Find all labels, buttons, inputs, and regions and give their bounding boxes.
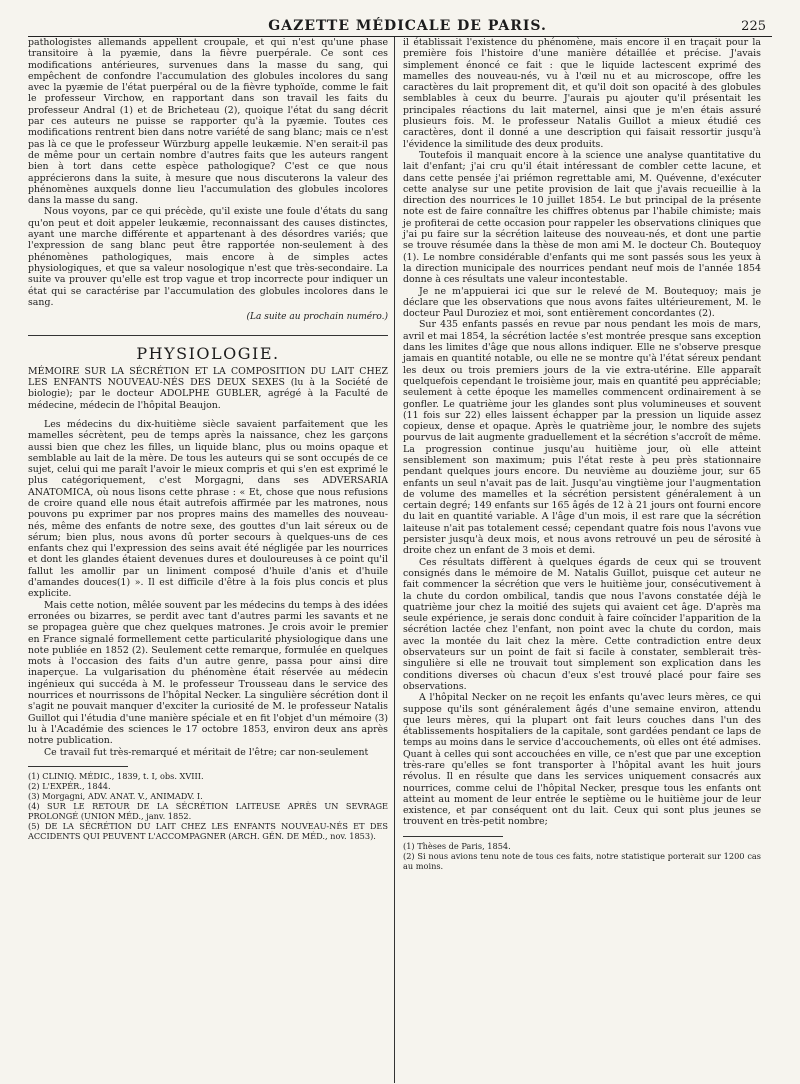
paragraph: Sur 435 enfants passés en revue par nous pendant les mois de mars, avril et mai 1854, la sécrétion lactée s'est montrée presque sans exception dans les limites d'âge que nous allons indiquer. Elle ne s'observe presque jamais en quantité notable, ou elle ne se montre qu'à l'état séreux pendant les deux ou trois premiers jours de la vie extra-utérine. Elle apparaît quelquefois cependant le troisième jour, mais en quantité peu appréciable; seulement à cette époque les mamelles commencent ordinairement à se gonfler. Le quatrième jour les glandes sont plus volumineuses et souvent (11 fois sur 22) elles laissent échapper par la pression un liquide assez copieux, dense et opaque. Après le quatrième jour, le nombre des sujets pourvus de lait augmente graduellement et la sécrétion s'accroît de même. La progression continue jusqu'au huitième jour, où elle atteint sensiblement son maximum; puis l'état reste à peu près stationnaire pendant quelques jours encore. Du neuvième au douzième jour, sur 65 enfants un seul n'avait pas de lait. Jusqu'au vingtième jour l'augmentation de volume des mamelles et la sécrétion persistent généralement à un certain degré; 149 enfants sur 165 âgés de 12 à 21 jours ont fourni encore du lait en quantité variable. A l'âge d'un mois, il est rare que la sécrétion laiteuse n'ait pas totalement cessé; cependant quatre fois nous l'avons vue persister jusqu'à deux mois, et nous avons retrouvé un peu de sérosité à droite chez un enfant de 3 mois et demi.: [403, 319, 761, 557]
paragraph: Ces résultats diffèrent à quelques égards de ceux qui se trouvent consignés dans le mémoire de M. Natalis Guillot, puisque cet auteur ne fait commencer la sécrétion que vers le huitième jour, consécutivement à la chute du cordon ombilical, tandis que nous l'avons constatée déjà le quatrième jour chez la moitié des sujets qui avaient cet âge. D'après ma seule expérience, je serais donc conduit à faire coïncider l'apparition de la sécrétion lactée chez l'enfant, non point avec la chute du cordon, mais avec la montée du lait chez la mère. Cette contradiction entre deux observateurs sur un point de fait si facile à constater, semblerait très-singulière si elle ne trouvait tout simplement son explication dans les conditions diverses où chacun d'eux s'est trouvé placé pour faire ses observations.: [403, 556, 761, 692]
right-column: [395, 37, 761, 1083]
footnote: (3) Morgagni, ADV. ANAT. V., ANIMADV. I.: [28, 790, 203, 801]
paragraph: il établissait l'existence du phénomène, mais encore il en traçait pour la première fois l'histoire d'une manière détaillée et précise. J'avais simplement énoncé ce fait : que le liquide lactescent exprimé des mamelles des nouveau-nés, vu à l'œil nu et au microscope, offre les caractères du lait proprement dit, et qu'il doit son opacité à des globules semblables à ceux du beurre. J'aurais pu ajouter qu'il présentait les principales réactions du lait maternel, ainsi que je m'en étais assuré plusieurs fois. M. le professeur Natalis Guillot a mieux étudié ces caractères, dont il donné a une description qui faisait ressortir jusqu'à l'évidence la similitude des deux produits.: [403, 37, 761, 150]
footnote: (1) Thèses de Paris, 1854.: [403, 840, 511, 851]
footnote: (2) L'EXPÉR., 1844.: [28, 780, 111, 791]
page-number: 225: [741, 19, 766, 34]
journal-title: GAZETTE MÉDICALE DE PARIS.: [268, 18, 547, 34]
paragraph: Toutefois il manquait encore à la science une analyse quantitative du lait d'enfant; j'ai cru qu'il était intéressant de combler cette lacune, et dans cette pensée j'ai priémon regrettable ami, M. Quévenne, d'exécuter cette analyse sur une petite provision de lait que j'avais recueillie à la direction des nourrices le 10 juillet 1854. Le but principal de la présente note est de faire connaître les chiffres obtenus par l'habile chimiste; mais je profiterai de cette occasion pour rappeler les observations cliniques que j'ai pu faire sur la sécrétion laiteuse des nouveau-nés, et dont une partie se trouve résumée dans la thèse de mon ami M. le docteur Ch. Boutequoy (1). Le nombre considérable d'enfants qui me sont passés sous les yeux à la direction municipale des nourrices pendant neuf mois de l'année 1854 donne à ces résultats une valeur incontestable.: [403, 149, 761, 286]
footnote: (4) SUR LE RETOUR DE LA SÉCRÉTION LAITEUSE APRÈS UN SEVRAGE PROLONGÉ (UNION MÉD., janv. 1852.: [28, 800, 388, 821]
paragraph: Les médecins du dix-huitième siècle savaient parfaitement que les mamelles sécrètent, peu de temps après la naissance, chez les garçons aussi bien que chez les filles, un liquide blanc, plus ou moins opaque et semblable au lait de la mère. De tous les auteurs qui se sont occupés de ce sujet, celui qui me paraît l'avoir le mieux compris et qui s'en est exprimé le plus catégoriquement, c'est Morgagni, dans ses ADVERSARIA ANATOMICA, où nous lisons cette phrase : « Et, chose que nous refusions de croire quand elle nous était autrefois affirmée par les matrones, nous pouvons pu exprimer par nos propres mains des mamelles des nouveau-nés, même des enfants de notre sexe, des gouttes d'un lait séreux ou de sérum; bien plus, nous avons dû porter secours à quelques-uns de ces enfants chez qui l'expression des seins avait été négligée par les nourrices et dont les glandes étaient devenues dures et douloureuses à ce point qu'il fallut les amollir par un liniment composé d'huile d'anis et d'huile d'amandes douces(1) ». Il est difficile d'être à la fois plus concis et plus explicite.: [28, 418, 388, 600]
footnote: (1) CLINIQ. MÉDIC., 1839, t. I, obs. XVIII.: [28, 770, 204, 781]
section-divider: [28, 335, 388, 336]
paragraph: Nous voyons, par ce qui précède, qu'il existe une foule d'états du sang qu'on peut et doit appeler leukæmie, reconnaissant des causes distinctes, ayant une marche différente et appartenant à des désordres variés; que l'expression de sang blanc peut être rapportée non-seulement à des phénomènes pathologiques, mais encore à de simples actes physiologiques, et que sa valeur nosologique n'est que très-secondaire. La suite va prouver qu'elle est trop vague et trop incorrecte pour indiquer un état qui se caractérise par l'accumulation des globules incolores dans le sang.: [28, 206, 388, 308]
paper-heading: MÉMOIRE SUR LA SÉCRÉTION ET LA COMPOSITION DU LAIT CHEZ LES ENFANTS NOUVEAU-NÉS DES DEUX SEXES (lu à la Société de biologie); par le docteur ADOLPHE GUBLER, agrégé à la Faculté de médecine, médecin de l'hôpital Beaujon.: [28, 365, 388, 411]
section-title: PHYSIOLOGIE.: [136, 344, 280, 364]
paragraph: Ce travail fut très-remarqué et méritait de l'être; car non-seulement: [44, 746, 369, 758]
page-header: [28, 12, 772, 37]
left-column: [28, 37, 394, 1083]
footnote-rule: [28, 766, 128, 767]
paragraph: A l'hôpital Necker on ne reçoit les enfants qu'avec leurs mères, ce qui suppose qu'ils sont généralement âgés d'une semaine environ, attendu que leurs mères, qui la plupart ont fait leurs couches dans l'un des établissements hospitaliers de la capitale, sont gardées pendant ce laps de temps au moins dans le service d'accouchements, où elles ont été admises. Quant à celles qui sont accouchées en ville, ce n'est que par une exception très-rare qu'elles se font transporter à l'hôpital avant les huit jours révolus. Il en résulte que dans les services uniquement consacrés aux nourrices, comme celui de l'hôpital Necker, presque tous les enfants ont atteint au moment de leur entrée le septième ou le huitième jour de leur existence, et par conséquent ont du lait. Ceux qui sont plus jeunes se trouvent en très-petit nombre;: [403, 692, 761, 828]
footnote: (2) Si nous avions tenu note de tous ces faits, notre statistique porterait sur 1200 cas au moins.: [403, 850, 761, 871]
text-columns: [28, 37, 772, 1083]
paragraph: Mais cette notion, mêlée souvent par les médecins du temps à des idées erronées ou bizarres, se perdit avec tant d'autres parmi les savants et ne se propagea guère que chez quelques matrones. Je crois avoir le premier en France signalé formellement cette particularité physiologique dans une note publiée en 1852 (2). Seulement cette remarque, formulée en quelques mots à l'occasion des faits d'un autre genre, passa pour ainsi dire inaperçue. La vulgarisation du phénomène était réservée au médecin ingénieux qui succéda à M. le professeur Trousseau dans le service des nourrices et nourrissons de l'hôpital Necker. La singulière sécrétion dont il s'agit ne pouvait manquer d'exciter la curiosité de M. le professeur Natalis Guillot qui l'étudia d'une manière spéciale et en fit l'objet d'un mémoire (3) lu à l'Académie des sciences le 17 octobre 1853, environ deux ans après notre publication.: [28, 599, 388, 747]
paragraph: pathologistes allemands appellent croupale, et qui n'est qu'une phase transitoire à la pyæmie, dans la fièvre puerpérale. Ce sont ces modifications antérieures, survenues dans la masse du sang, qui empêchent de confondre l'accumulation des globules incolores du sang avec la pyæmie de l'état puerpéral ou de la fièvre typhoïde, comme le fait le professeur Virchow, en rapportant dans son travail les faits du professeur Andral (1) et de Bricheteau (2), quoique l'état du sang décrit par ces auteurs ne puisse se rapporter qu'à la pyæmie. Toutes ces modifications rentrent bien dans notre variété de sang blanc; mais ce n'est pas là ce que le professeur Würzburg appelle leukæmie. N'en serait-il pas de même pour un certain nombre d'autres faits que les auteurs rangent bien à tort dans cette espèce pathologique? C'est ce que nous apprécierons dans la suite, à mesure que nous discuterons la valeur des phénomènes auxquels donne lieu l'accumulation des globules incolores dans la masse du sang.: [28, 37, 388, 207]
continuation-note: (La suite au prochain numéro.): [246, 312, 388, 323]
footnote: (5) DE LA SÉCRÉTION DU LAIT CHEZ LES ENFANTS NOUVEAU-NÉS ET DES ACCIDENTS QUI PEUVENT L'ACCOMPAGNER (ARCH. GÉN. DE MÉD., nov. 1853).: [28, 820, 388, 841]
footnote-rule: [403, 836, 503, 837]
paragraph: Je ne m'appuierai ici que sur le relevé de M. Boutequoy; mais je déclare que les observations que nous avons faites ultérieurement, M. le docteur Paul Duroziez et moi, sont entièrement concordantes (2).: [403, 285, 761, 320]
